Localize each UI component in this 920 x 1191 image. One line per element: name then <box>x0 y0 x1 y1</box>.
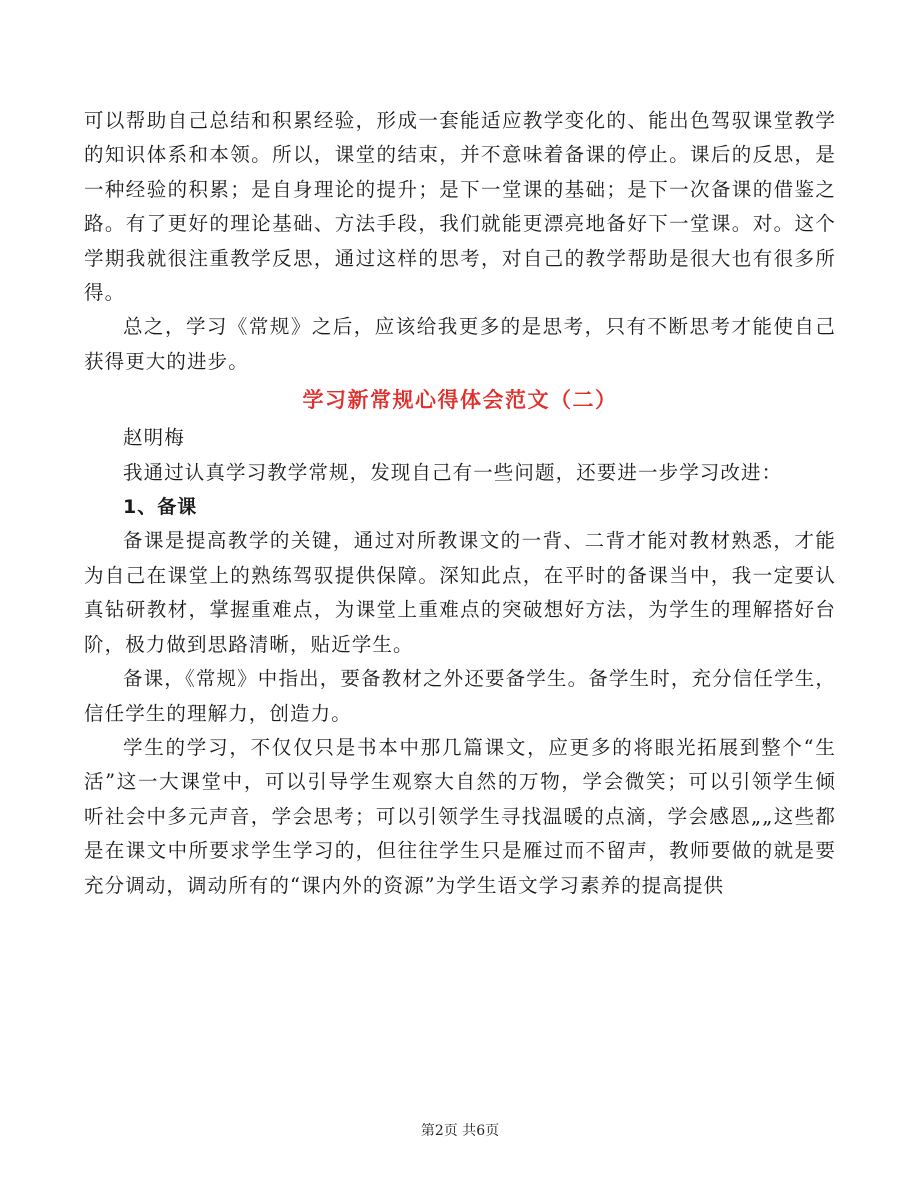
page-number: 第2页 共6页 <box>420 1123 500 1139</box>
paragraph-body: 备课，《常规》中指出，要备教材之外还要备学生。备学生时，充分信任学生，信任学生的理解力，创造力。 <box>84 667 836 725</box>
intro-paragraph: 我通过认真学习教学常规，发现自己有一些问题，还要进一步学习改进： <box>123 460 783 484</box>
subheading-lesson-prep: 1、备课 <box>123 496 198 519</box>
paragraph-continued: 可以帮助自己总结和积累经验，形成一套能适应教学变化的、能出色驾驭课堂教学的知识体系和本领。所以，课堂的结束，并不意味着备课的停止。课后的反思，是一种经验的积累；是自身理论的提升；是下一堂课的基础；是下一次备课的借鉴之路。有了更好的理论基础、方法手段，我们就能更漂亮地备好下一堂课。对。这个学期我就很注重教学反思，通过这样的思考，对自己的教学帮助是很大也有很多所得。 <box>84 109 836 305</box>
section-title: 学习新常规心得体会范文（二） <box>302 388 618 413</box>
paragraph-summary: 总之，学习《常规》之后，应该给我更多的是思考，只有不断思考才能使自己获得更大的进步。 <box>84 315 836 373</box>
document-body <box>84 104 836 903</box>
author-name: 赵明梅 <box>123 426 185 450</box>
paragraph-body: 学生的学习，不仅仅只是书本中那几篇课文，应更多的将眼光拓展到整个“生活”这一大课堂中，可以引导学生观察大自然的万物，学会微笑；可以引领学生倾听社会中多元声音，学会思考；可以引领学生寻找温暖的点滴，学会感恩„„这些都是在课文中所要求学生学习的，但往往学生只是雁过而不留声，教师要做的就是要充分调动，调动所有的“课内外的资源”为学生语文学习素养的提高提供 <box>84 735 836 897</box>
paragraph-body: 备课是提高教学的关键，通过对所教课文的一背、二背才能对教材熟悉，才能为自己在课堂上的熟练驾驭提供保障。深知此点，在平时的备课当中，我一定要认真钻研教材，掌握重难点，为课堂上重难点的突破想好方法，为学生的理解搭好台阶，极力做到思路清晰，贴近学生。 <box>84 529 836 656</box>
